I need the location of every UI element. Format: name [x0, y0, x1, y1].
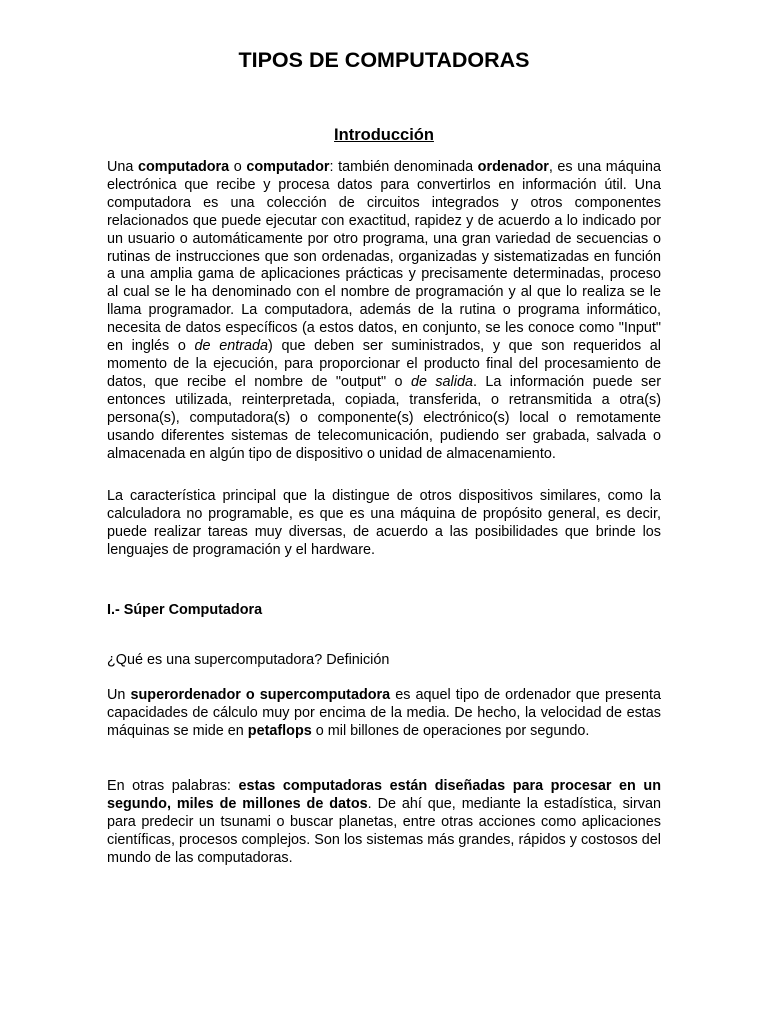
introduction-heading: Introducción	[334, 126, 434, 144]
text-run: : también denominada	[329, 159, 478, 175]
bold-term-petaflops: petaflops	[247, 722, 312, 739]
italic-term-de-salida: de salida	[410, 373, 473, 390]
bold-term-superordenador: superordenador o supercomputadora	[130, 687, 391, 703]
introduction-paragraph-1	[107, 159, 661, 463]
text-run: o	[229, 159, 247, 175]
definition-question: ¿Qué es una supercomputadora? Definición	[107, 652, 390, 668]
supercomputer-paragraph-1	[107, 687, 661, 741]
text-run: es aquel tipo de ordenador que presenta capacidades de cálculo muy por encima de la media. De hecho, la velocidad de estas máquinas se mide en	[107, 687, 661, 739]
bold-term-ordenador: ordenador	[477, 159, 549, 175]
text-run: . De ahí que, mediante la estadística, sirvan para predecir un tsunami o buscar planetas, entre otras acciones como aplicaciones científicas, procesos complejos. Son los sistemas más grandes, rápidos y costosos del mundo de las computadoras.	[107, 795, 661, 866]
text-run: . La información puede ser entonces utilizada, reinterpretada, copiada, transferida, o retransmitida a otra(s) persona(s), computadora(s) o componente(s) electrónico(s) local o remotamente usando diferentes sistemas de telecomunicación, pudiendo ser grabada, salvada o almacenada en algún tipo de dispositivo o unidad de almacenamiento.	[107, 373, 662, 462]
text-run: Una	[107, 159, 138, 175]
bold-statement: estas computadoras están diseñadas para procesar en un segundo, miles de millones de datos	[107, 778, 661, 812]
text-run: En otras palabras:	[107, 778, 239, 794]
supercomputer-paragraph-2	[107, 778, 661, 868]
bold-term-computador: computador	[246, 159, 330, 175]
text-run: ) que deben ser suministrados, y que son requeridos al momento de la ejecución, para proporcionar el producto final del procesamiento de datos, que recibe el nombre de "output" o	[107, 338, 661, 390]
section-heading-super-computadora: I.- Súper Computadora	[107, 602, 263, 618]
document-title: TIPOS DE COMPUTADORAS	[238, 48, 530, 72]
text-run: , es una máquina electrónica que recibe y procesa datos para convertirlos en información útil. Una computadora es una colección de circuitos integrados y otros componentes relacionados que puede ejecutar con exactitud, rapidez y de acuerdo a lo indicado por un usuario o automáticamente por otro programa, una gran variedad de secuencias o rutinas de instrucciones que son ordenadas, organizadas y sistematizadas en función a una amplia gama de aplicaciones prácticas y precisamente determinadas, proceso al cual se le ha denominado con el nombre de programación y al que lo realiza se le llama programador. La computadora, además de la rutina o programa informático, necesita de datos específicos (a estos datos, en conjunto, se les conoce como "Input" en inglés o	[107, 159, 662, 355]
text-run: o mil billones de operaciones por segundo.	[311, 722, 590, 739]
text-run: Un	[107, 687, 131, 703]
introduction-paragraph-2: La característica principal que la distingue de otros dispositivos similares, como la calculadora no programable, es que es una máquina de propósito general, es decir, puede realizar tareas muy diversas, de acuerdo a las posibilidades que brinde los lenguajes de programación y el hardware.	[107, 488, 661, 558]
italic-term-de-entrada: de entrada	[194, 338, 269, 355]
bold-term-computadora: computadora	[138, 159, 230, 175]
